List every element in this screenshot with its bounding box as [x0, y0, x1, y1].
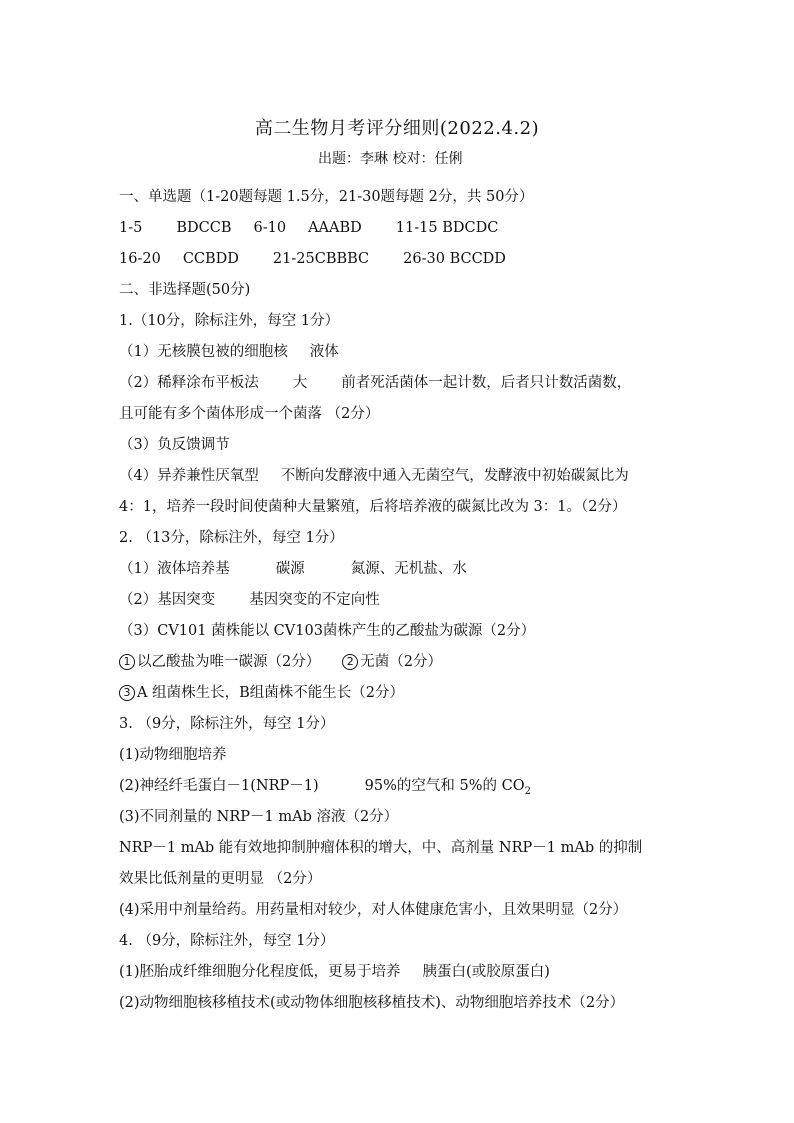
page-title: 高二生物月考评分细则(2022.4.2): [254, 118, 540, 139]
answer-text: 胰蛋白(或胶原蛋白): [422, 964, 550, 980]
q1-heading: 1.（10分，除标注外，每空 1分）: [119, 313, 340, 329]
answer-row-2: [119, 244, 679, 275]
page-subtitle: 出题：李琳 校对：任俐: [318, 151, 463, 167]
answer-text: 不断向发酵液中通入无菌空气，发酵液中初始碳氮比为: [280, 468, 629, 484]
q4-heading: 4. （9分，除标注外，每空 1分）: [119, 933, 335, 949]
q2-heading: 2. （13分，除标注外，每空 1分）: [119, 530, 344, 546]
q3-part3-cont2: 效果比低剂量的更明显 （2分）: [119, 871, 322, 887]
answer-text: （1）无核膜包被的细胞核: [119, 344, 288, 360]
circled-number-2: 2: [342, 654, 358, 670]
q2-part1: [119, 554, 679, 585]
circled-number-1: 1: [119, 654, 135, 670]
q2-part3-sub1: [119, 647, 679, 678]
answer-text: （1）液体培养基: [119, 561, 230, 577]
answer-text: 无菌（2分）: [360, 654, 442, 670]
answer-range: 16-20: [119, 251, 161, 267]
q1-part3: （3）负反馈调节: [119, 437, 230, 453]
answer-text: 氮源、无机盐、水: [350, 561, 467, 577]
answer-text: A 组菌株生长，B组菌株不能生长（2分）: [137, 685, 404, 701]
q1-part4-cont: 4：1，培养一段时间使菌种大量繁殖，后将培养液的碳氮比改为 3：1。（2分）: [119, 499, 627, 515]
q4-part1: [119, 957, 679, 988]
answer-text: （4）异养兼性厌氧型: [119, 468, 259, 484]
document-body: [119, 182, 679, 1019]
answer-text: 液体: [309, 344, 339, 360]
section1-heading: 一、单选题（1-20题每题 1.5分，21-30题每题 2分，共 50分）: [119, 189, 534, 205]
q3-part4: (4)采用中剂量给药。用药量相对较少，对人体健康危害小，且效果明显（2分）: [119, 902, 628, 918]
q2-part3-sub3: [119, 678, 679, 709]
q3-heading: 3. （9分，除标注外，每空 1分）: [119, 716, 335, 732]
answer-range: 6-10: [253, 220, 287, 236]
answer-text: 基因突变的不定向性: [249, 592, 380, 608]
answer-text: 大: [292, 375, 308, 391]
answer-text: 碳源: [275, 561, 305, 577]
circled-number-3: 3: [119, 685, 135, 701]
answer-key: 11-15 BDCDC: [395, 220, 499, 236]
q4-part2: (2)动物细胞核移植技术(或动物体细胞核移植技术)、动物细胞培养技术（2分）: [119, 995, 625, 1011]
q2-part3: （3）CV101 菌株能以 CV103菌株产生的乙酸盐为碳源（2分）: [119, 623, 536, 639]
q1-part2-cont: 且可能有多个菌体形成一个菌落 （2分）: [119, 406, 380, 422]
answer-row-1: [119, 213, 679, 244]
q1-part4: [119, 461, 679, 492]
subscript: 2: [524, 785, 531, 797]
answer-text: （2）稀释涂布平板法: [119, 375, 259, 391]
section2-heading: 二、非选择题(50分): [119, 282, 251, 298]
answer-range: 1-5: [119, 220, 143, 236]
q3-part3-cont: NRP－1 mAb 能有效地抑制肿瘤体积的增大，中、高剂量 NRP－1 mAb 的抑制: [119, 840, 643, 856]
answer-text: 前者死活菌体一起计数，后者只计数活菌数，: [341, 375, 632, 391]
q3-part1: (1)动物细胞培养: [119, 747, 227, 763]
answer-text: 以乙酸盐为唯一碳源（2分）: [137, 654, 321, 670]
q1-part1: [119, 337, 679, 368]
q3-part3: (3)不同剂量的 NRP－1 mAb 溶液（2分）: [119, 809, 399, 825]
answer-text: （2）基因突变: [119, 592, 216, 608]
answer-key: BDCCB: [176, 220, 232, 236]
answer-text: (1)胚胎成纤维细胞分化程度低，更易于培养: [119, 964, 401, 980]
answer-key: 26-30 BCCDD: [403, 251, 506, 267]
answer-key: AAABD: [308, 220, 362, 236]
answer-key: CCBDD: [182, 251, 239, 267]
answer-text: 95%的空气和 5%的 CO: [364, 778, 525, 794]
answer-text: (2)神经纤毛蛋白－1(NRP－1): [119, 778, 319, 794]
q2-part2: [119, 585, 679, 616]
q1-part2: [119, 368, 679, 399]
answer-key: 21-25CBBBC: [272, 251, 370, 267]
q3-part2: [119, 771, 679, 802]
